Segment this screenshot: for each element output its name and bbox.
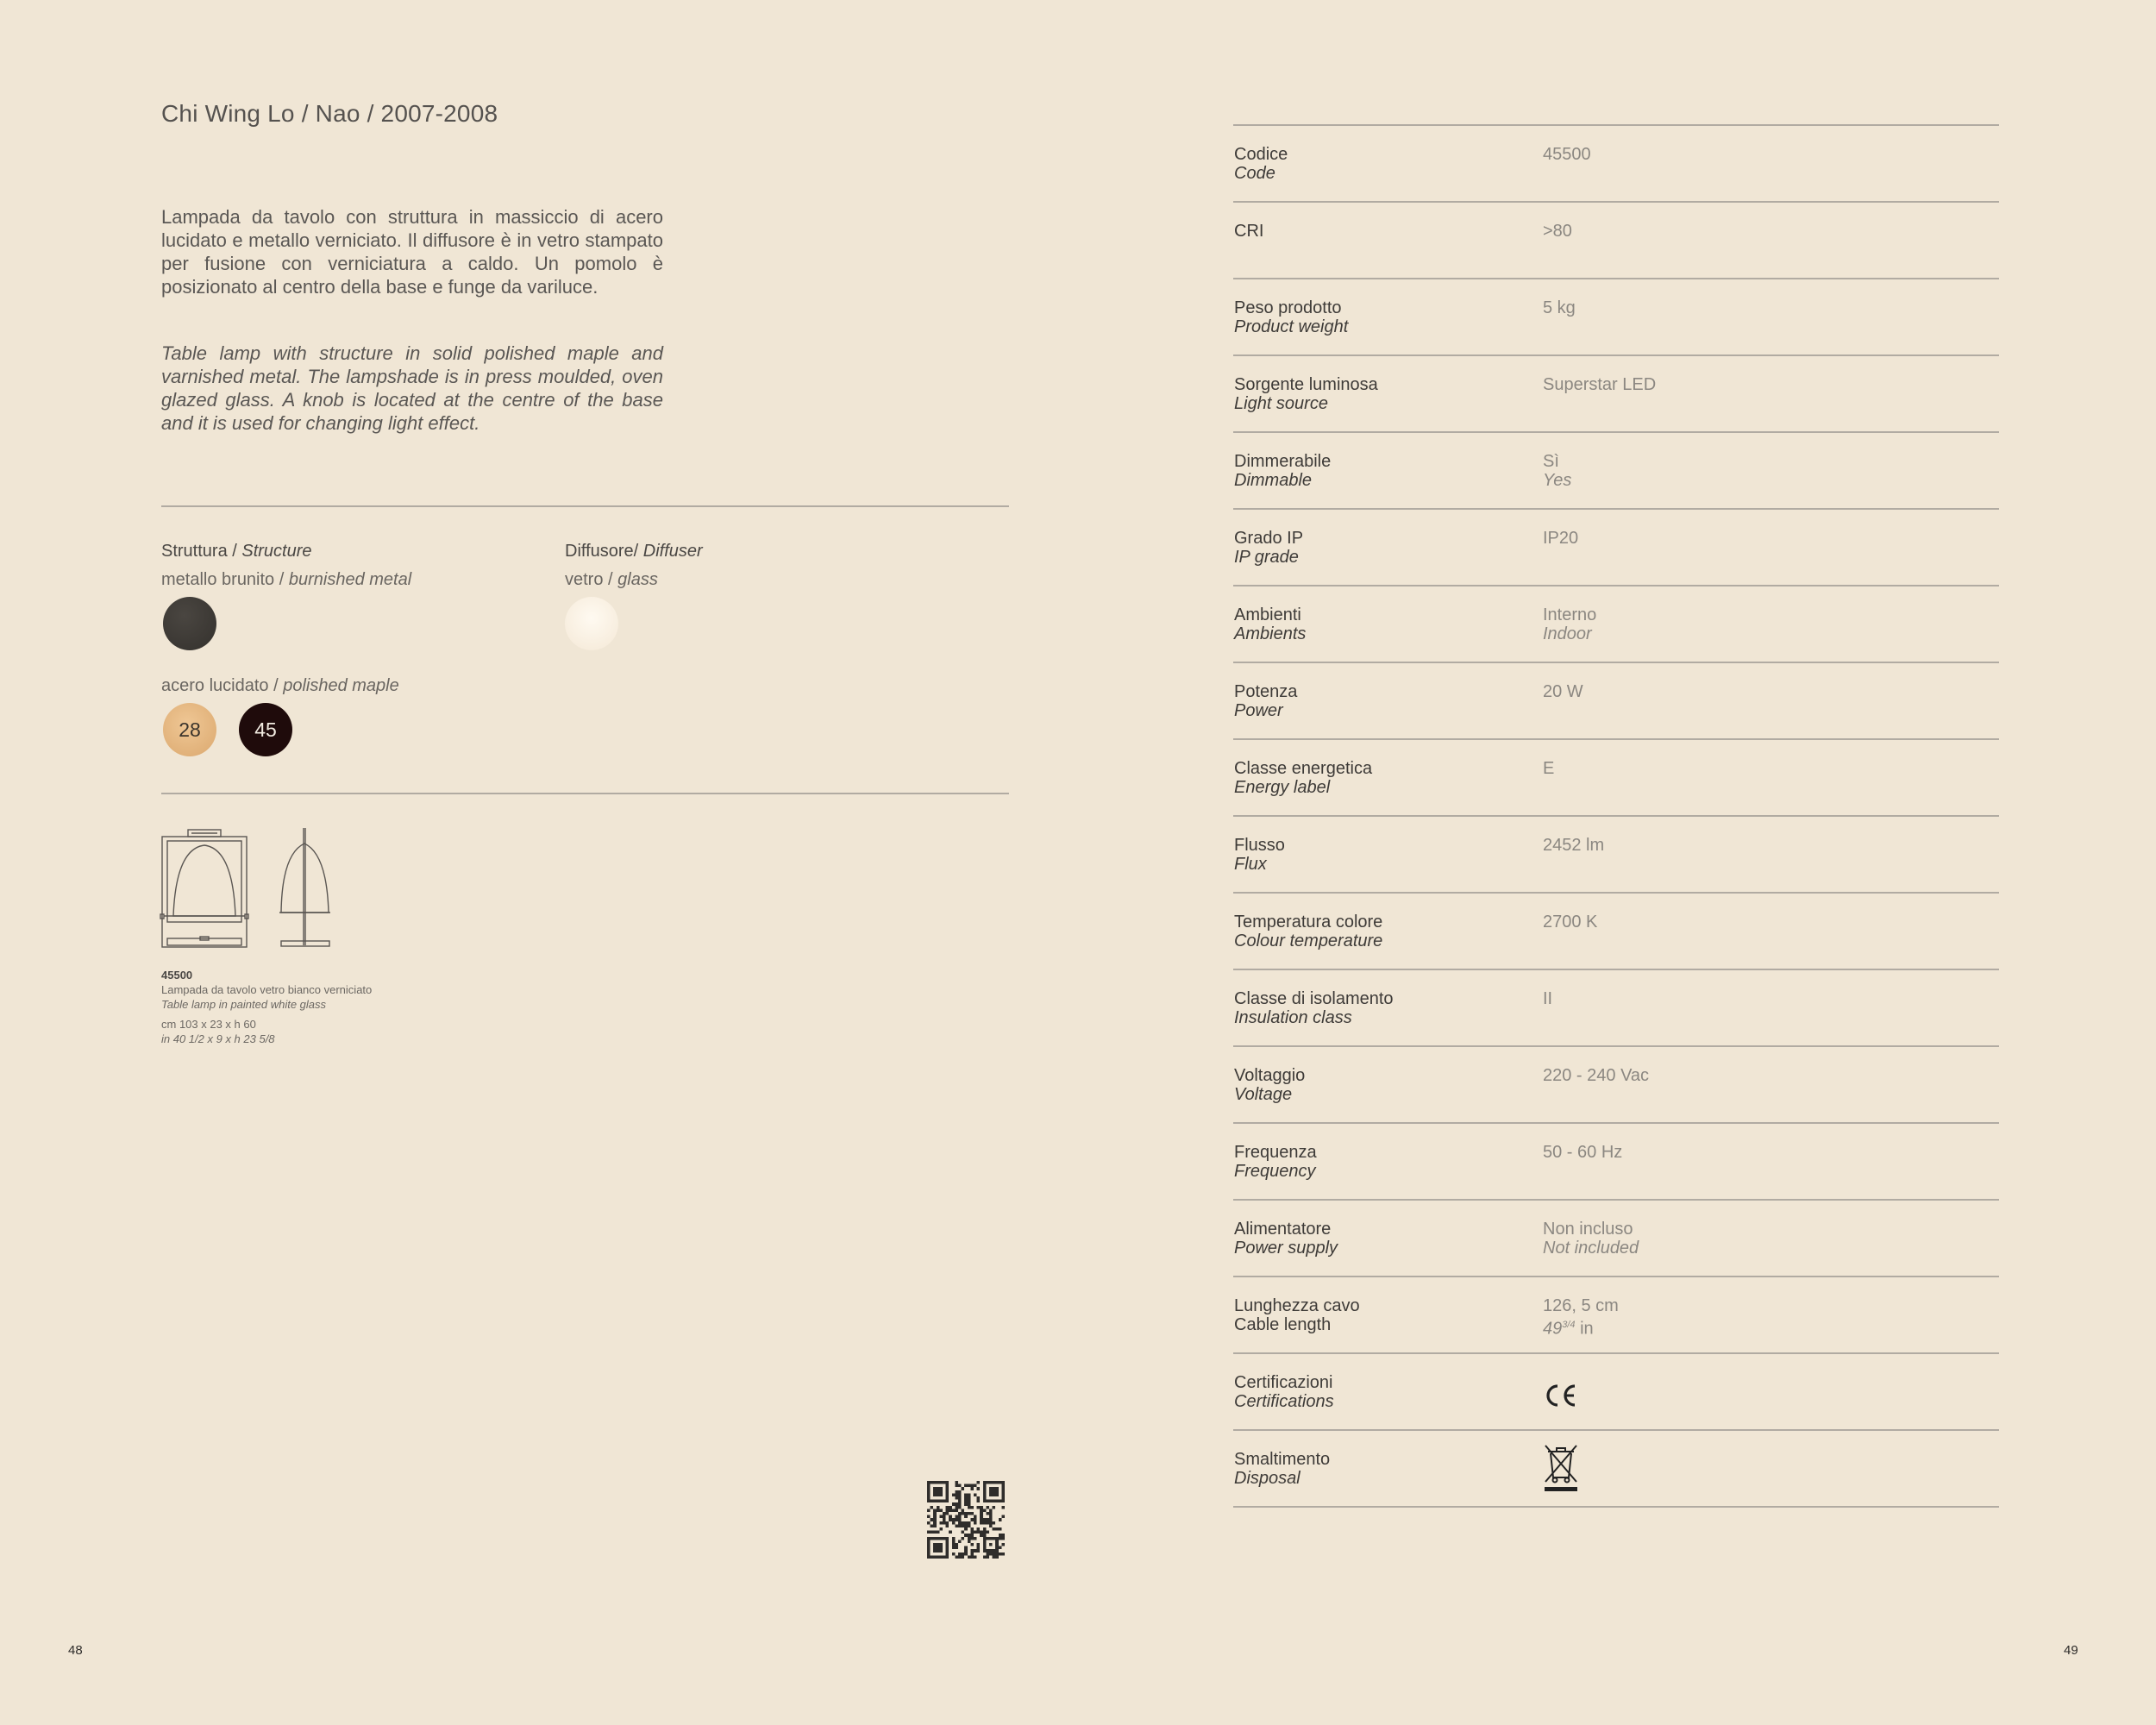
- spec-row: [1233, 1045, 1999, 1122]
- spec-value: IP20: [1543, 529, 1579, 548]
- spec-value: 50 - 60 Hz: [1543, 1143, 1623, 1162]
- spec-value: Non incluso Not included: [1543, 1220, 1639, 1258]
- divider-top: [161, 505, 1009, 507]
- spec-row: [1233, 585, 1999, 662]
- spec-label: Potenza Power: [1234, 682, 1298, 720]
- ce-mark-icon: [1543, 1383, 1577, 1408]
- structure-heading: Struttura / Structure: [161, 542, 312, 561]
- glass-swatch: [565, 597, 618, 650]
- spec-row: [1233, 201, 1999, 278]
- weee-bin-icon: [1543, 1443, 1579, 1495]
- product-code: 45500: [161, 969, 193, 982]
- spec-table: [1233, 124, 1999, 1508]
- spec-row: [1233, 431, 1999, 508]
- product-dimensions-cm: cm 103 x 23 x h 60: [161, 1018, 256, 1031]
- maple-swatch-28: 28: [163, 703, 216, 756]
- spec-label: Ambienti Ambients: [1234, 605, 1307, 643]
- spec-row: [1233, 662, 1999, 738]
- spec-value: Superstar LED: [1543, 375, 1657, 394]
- spec-row-cable-length: [1233, 1276, 1999, 1352]
- structure-material: metallo brunito / burnished metal: [161, 570, 412, 589]
- spec-label: Dimmerabile Dimmable: [1234, 452, 1332, 490]
- spec-value: >80: [1543, 222, 1572, 241]
- spec-label: Sorgente luminosa Light source: [1234, 375, 1378, 413]
- spec-label: Flusso Flux: [1234, 836, 1285, 874]
- spec-label: Smaltimento Disposal: [1234, 1450, 1331, 1488]
- spec-value: 5 kg: [1543, 298, 1576, 317]
- spec-value: 45500: [1543, 145, 1591, 164]
- burnished-metal-swatch: [163, 597, 216, 650]
- spec-label: Classe di isolamento Insulation class: [1234, 989, 1394, 1027]
- spec-label: Alimentatore Power supply: [1234, 1220, 1338, 1258]
- maple-material: acero lucidato / polished maple: [161, 676, 399, 695]
- spec-label: Voltaggio Voltage: [1234, 1066, 1306, 1104]
- spec-row-disposal: [1233, 1429, 1999, 1508]
- page-number-right: 49: [2064, 1643, 2078, 1658]
- product-name-italian: Lampada da tavolo vetro bianco verniciato: [161, 983, 373, 996]
- product-name-english: Table lamp in painted white glass: [161, 998, 327, 1011]
- diffuser-material: vetro / glass: [565, 570, 658, 589]
- spec-row: [1233, 1122, 1999, 1199]
- spec-label: Temperatura colore Colour temperature: [1234, 913, 1383, 950]
- spec-label: Frequenza Frequency: [1234, 1143, 1317, 1181]
- product-dimensions-in: in 40 1/2 x 9 x h 23 5/8: [161, 1032, 275, 1045]
- spec-row: [1233, 1199, 1999, 1276]
- spec-value: II: [1543, 989, 1553, 1008]
- spec-row: [1233, 738, 1999, 815]
- spec-value: E: [1543, 759, 1555, 778]
- spec-label: Certificazioni Certifications: [1234, 1373, 1334, 1411]
- page-title: Chi Wing Lo / Nao / 2007-2008: [161, 100, 498, 127]
- spec-row: [1233, 278, 1999, 354]
- qr-code[interactable]: [927, 1481, 1005, 1559]
- spec-row: [1233, 815, 1999, 892]
- spec-label: Lunghezza cavo Cable length: [1234, 1296, 1360, 1334]
- spec-row: [1233, 508, 1999, 585]
- spec-row: [1233, 969, 1999, 1045]
- spec-row: [1233, 354, 1999, 431]
- spec-label: Codice Code: [1234, 145, 1288, 183]
- diffuser-heading: Diffusore/ Diffuser: [565, 542, 703, 561]
- spec-value: Sì Yes: [1543, 452, 1572, 490]
- spec-value: 220 - 240 Vac: [1543, 1066, 1650, 1085]
- spec-label: Grado IP IP grade: [1234, 529, 1304, 567]
- divider-bottom: [161, 793, 1009, 794]
- spec-value: 2700 K: [1543, 913, 1598, 932]
- spec-row-certifications: [1233, 1352, 1999, 1429]
- lamp-technical-drawing: [160, 826, 341, 951]
- description-english: Table lamp with structure in solid polished maple and varnished metal. The lampshade is in press moulded, oven glazed glass. A knob is located at the centre of the base and it is used for changing light effect.: [161, 342, 663, 434]
- page-number-left: 48: [68, 1643, 83, 1658]
- spec-value: 20 W: [1543, 682, 1583, 701]
- spec-row: [1233, 892, 1999, 969]
- description-italian: Lampada da tavolo con struttura in massiccio di acero lucidato e metallo verniciato. Il diffusore è in vetro stampato per fusione con verniciatura a caldo. Un pomolo è posizionato al centro della base e funge da variluce.: [161, 206, 663, 298]
- spec-row: [1233, 124, 1999, 201]
- spec-label: Peso prodotto Product weight: [1234, 298, 1349, 336]
- spec-value: 126, 5 cm $49^{3/4}$ in: [1543, 1296, 1619, 1339]
- spec-value: 2452 lm: [1543, 836, 1605, 855]
- spec-label: CRI: [1234, 222, 1264, 241]
- maple-swatch-45: 45: [239, 703, 292, 756]
- spec-value: Interno Indoor: [1543, 605, 1597, 643]
- spec-label: Classe energetica Energy label: [1234, 759, 1373, 797]
